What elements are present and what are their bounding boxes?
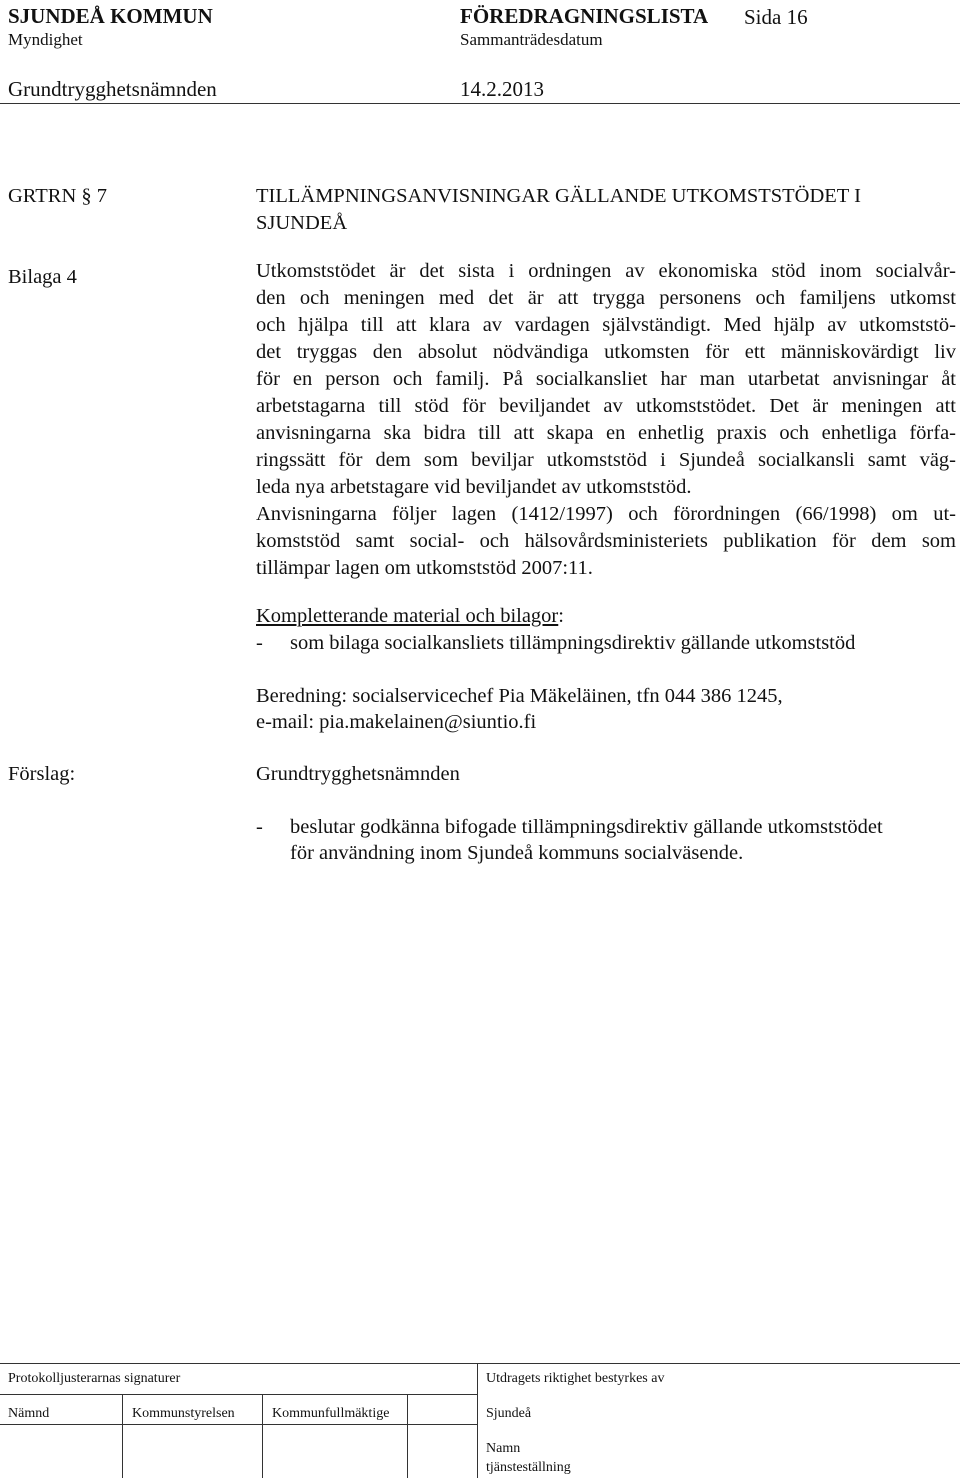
item-title-line2: SJUNDEÅ [256, 212, 348, 234]
body-line: Utkomststödet är det sista i ordningen av ekonomiska stöd inom socialvår- [256, 260, 956, 282]
supplementary-heading: Kompletterande material och bilagor: [256, 605, 564, 627]
meeting-date-label: Sammanträdesdatum [460, 30, 603, 49]
body-line: tillämpar lagen om utkomststöd 2007:11. [256, 557, 593, 579]
position-label: tjänsteställning [486, 1460, 571, 1475]
municipality-name: SJUNDEÅ KOMMUN [8, 4, 213, 28]
footer-left-low-rule [0, 1424, 477, 1425]
item-body [256, 258, 956, 582]
footer-top-rule [0, 1363, 960, 1364]
decision-line2: för användning inom Sjundeå kommuns socialväsende. [290, 842, 744, 864]
decision-line1: beslutar godkänna bifogade tillämpningsdirektiv gällande utkomststödet [290, 816, 883, 838]
authority-name: Grundtrygghetsnämnden [8, 77, 217, 101]
col-sjundea: Sjundeå [486, 1406, 532, 1421]
proposal-label: Förslag: [8, 763, 76, 785]
item-code: GRTRN § 7 [8, 185, 107, 207]
meeting-date: 14.2.2013 [460, 77, 544, 101]
page-number: Sida 16 [744, 5, 808, 29]
supplementary-dash: - [256, 632, 263, 654]
col-namnd: Nämnd [8, 1406, 50, 1421]
contact-email: e-mail: pia.makelainen@siuntio.fi [256, 711, 537, 733]
footer-col-rule [407, 1394, 408, 1478]
body-line: och hjälpa till att klara av vardagen självständigt. Med hjälp av utkomststö- [256, 314, 956, 336]
proposal-body: Grundtrygghetsnämnden [256, 763, 460, 785]
body-line: leda nya arbetstagare vid beviljandet av utkomststöd. [256, 476, 692, 498]
supplementary-item: som bilaga socialkansliets tillämpningsdirektiv gällande utkomststöd [290, 632, 856, 654]
prepared-by: Beredning: socialservicechef Pia Mäkeläinen, tfn 044 386 1245, [256, 685, 783, 707]
authority-label: Myndighet [8, 30, 83, 49]
col-kommunfullmaktige: Kommunfullmäktige [272, 1406, 390, 1421]
body-line: den och meningen med det är att trygga personens och familjens utkomst [256, 287, 956, 309]
body-line: komststöd samt social- och hälsovårdsministeriets publikation för dem som [256, 530, 956, 552]
body-line: det tryggas den absolut nödvändiga utkomsten för ett människovärdigt liv [256, 341, 956, 363]
attachment-label: Bilaga 4 [8, 266, 77, 288]
body-line: ringssätt för dem som beviljar utkomststöd i Sjundeå socialkansli samt väg- [256, 449, 956, 471]
document-type: FÖREDRAGNINGSLISTA [460, 4, 709, 28]
header-divider [0, 103, 960, 104]
col-kommunstyrelsen: Kommunstyrelsen [132, 1406, 235, 1421]
footer-col-rule [122, 1394, 123, 1478]
signatures-label: Protokolljusterarnas signaturer [8, 1371, 181, 1386]
name-label: Namn [486, 1441, 521, 1456]
footer-col-rule [262, 1394, 263, 1478]
body-line: arbetstagarna till stöd för beviljandet av utkomststödet. Det är meningen att [256, 395, 956, 417]
item-title-line1: TILLÄMPNINGSANVISNINGAR GÄLLANDE UTKOMSTSTÖDET I [256, 185, 861, 207]
footer-left-mid-rule [0, 1394, 477, 1395]
footer-center-rule [477, 1363, 478, 1478]
body-line: Anvisningarna följer lagen (1412/1997) och förordningen (66/1998) om ut- [256, 503, 956, 525]
body-line: för en person och familj. På socialkansliet har man utarbetat anvisningar åt [256, 368, 956, 390]
body-line: anvisningarna ska bidra till att skapa en enhetlig praxis och enhetliga förfa- [256, 422, 956, 444]
decision-dash: - [256, 816, 263, 838]
certified-label: Utdragets riktighet bestyrkes av [486, 1371, 665, 1386]
